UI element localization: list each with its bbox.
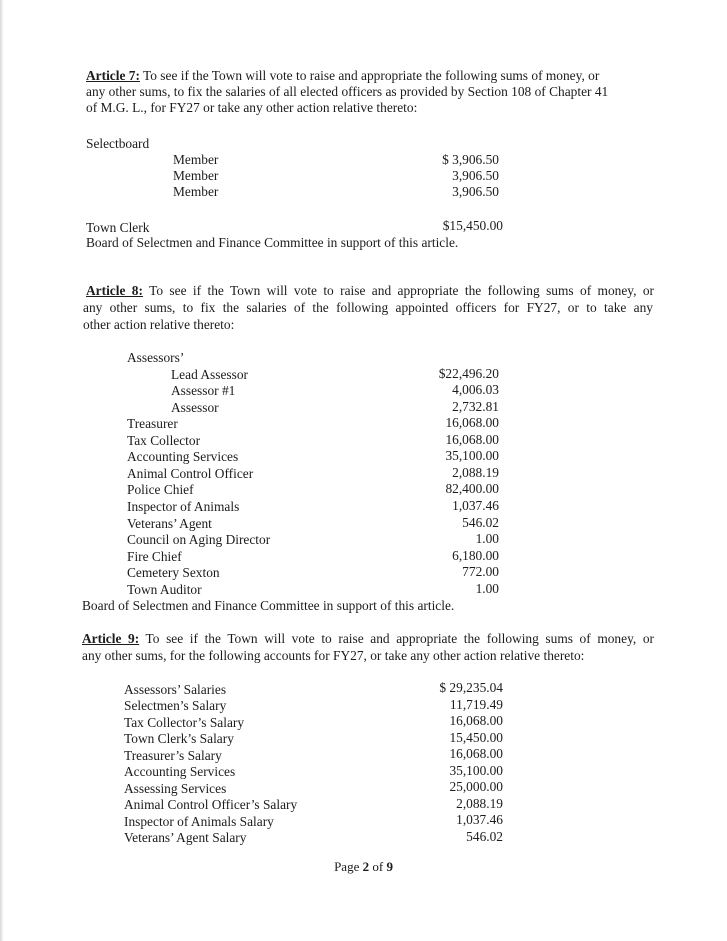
officer-amount: 82,400.00: [445, 481, 499, 496]
article8-label: Article 8:: [86, 283, 143, 298]
officer-title: Treasurer: [127, 416, 178, 431]
account-title: Tax Collector’s Salary: [124, 715, 245, 730]
of-word: of: [372, 859, 384, 874]
account-amount: 546.02: [466, 829, 503, 844]
article8-line3: other action relative thereto:: [83, 317, 235, 332]
officer-title: Tax Collector: [127, 433, 201, 448]
officer-amount: 2,088.19: [452, 465, 499, 480]
page-total: 9: [386, 859, 393, 874]
article9-line1: [82, 631, 654, 647]
officer-amount: 1.00: [475, 581, 499, 596]
assessor-amount: 2,732.81: [452, 399, 499, 414]
officer-title: Veterans’ Agent: [127, 516, 212, 531]
account-title: Animal Control Officer’s Salary: [124, 797, 298, 812]
officer-amount: 772.00: [462, 564, 499, 579]
officer-amount: 16,068.00: [445, 432, 499, 447]
article9-label: Article 9:: [82, 631, 140, 646]
account-amount: 16,068.00: [449, 746, 503, 761]
officer-title: Town Auditor: [127, 582, 202, 597]
officer-title: Council on Aging Director: [127, 532, 271, 547]
article7-support: Board of Selectmen and Finance Committee in support of this article.: [86, 235, 459, 250]
member-amount: $ 3,906.50: [442, 152, 499, 167]
account-amount: 1,037.46: [456, 812, 503, 827]
account-title: Town Clerk’s Salary: [124, 731, 234, 746]
member-title: Member: [173, 184, 219, 199]
article7-line1: [86, 68, 599, 84]
article9-line2: any other sums, for the following accounts for FY27, or take any other action relative thereto:: [82, 648, 585, 663]
town-clerk-title: Town Clerk: [86, 220, 150, 235]
officer-title: Fire Chief: [127, 549, 182, 564]
officer-title: Animal Control Officer: [127, 466, 254, 481]
account-amount: 25,000.00: [449, 779, 503, 794]
page-number: 2: [362, 859, 370, 874]
page-footer: [0, 859, 727, 875]
assessor-title: Assessor: [171, 400, 219, 415]
account-amount: 16,068.00: [449, 713, 503, 728]
article8-text1: To see if the Town will vote to raise and appropriate the following sums of money, or: [149, 283, 655, 298]
account-amount: 11,719.49: [449, 697, 503, 712]
account-title: Inspector of Animals Salary: [124, 814, 274, 829]
assessor-title: Lead Assessor: [171, 367, 248, 382]
officer-title: Cemetery Sexton: [127, 565, 220, 580]
selectboard-heading: Selectboard: [86, 136, 150, 151]
account-amount: 2,088.19: [456, 796, 503, 811]
account-title: Veterans’ Agent Salary: [124, 830, 247, 845]
account-amount: 35,100.00: [449, 763, 503, 778]
officer-title: Police Chief: [127, 482, 194, 497]
member-amount: 3,906.50: [452, 168, 499, 183]
officer-amount: 1,037.46: [452, 498, 499, 513]
article8-support: Board of Selectmen and Finance Committee in support of this article.: [82, 598, 455, 613]
account-title: Assessing Services: [124, 781, 227, 796]
officer-amount: 1.00: [475, 531, 499, 546]
member-title: Member: [173, 152, 219, 167]
scan-edge: [0, 0, 3, 941]
article7-label: Article 7:: [86, 68, 140, 83]
article8-line2: any other sums, to fix the salaries of the following appointed officers for FY27, or to take any: [83, 300, 653, 315]
account-title: Assessors’ Salaries: [124, 682, 227, 697]
officer-amount: 6,180.00: [452, 548, 499, 563]
officer-amount: 35,100.00: [445, 448, 499, 463]
article9-text1: To see if the Town will vote to raise and appropriate the following sums of money, or: [145, 631, 655, 646]
account-amount: 15,450.00: [449, 730, 503, 745]
assessor-title: Assessor #1: [171, 383, 236, 398]
account-title: Selectmen’s Salary: [124, 698, 227, 713]
member-title: Member: [173, 168, 219, 183]
account-amount: $ 29,235.04: [439, 680, 503, 695]
assessor-amount: 4,006.03: [452, 382, 499, 397]
officer-title: Accounting Services: [127, 449, 239, 464]
article7-line2: any other sums, to fix the salaries of all elected officers as provided by Section 108 of Chapter 41: [86, 84, 609, 99]
article7-text1: To see if the Town will vote to raise and appropriate the following sums of money, or: [143, 68, 600, 83]
article7-line3: of M.G. L., for FY27 or take any other action relative thereto:: [86, 100, 418, 115]
officer-amount: 546.02: [462, 515, 499, 530]
officer-title: Inspector of Animals: [127, 499, 240, 514]
article8-line1: [86, 283, 654, 299]
member-amount: 3,906.50: [452, 184, 499, 199]
account-title: Accounting Services: [124, 764, 236, 779]
assessor-amount: $22,496.20: [438, 366, 499, 381]
page-word: Page: [334, 859, 360, 874]
account-title: Treasurer’s Salary: [124, 748, 222, 763]
officer-amount: 16,068.00: [445, 415, 499, 430]
town-clerk-amount: $15,450.00: [442, 218, 503, 233]
assessors-heading: Assessors’: [127, 350, 185, 365]
